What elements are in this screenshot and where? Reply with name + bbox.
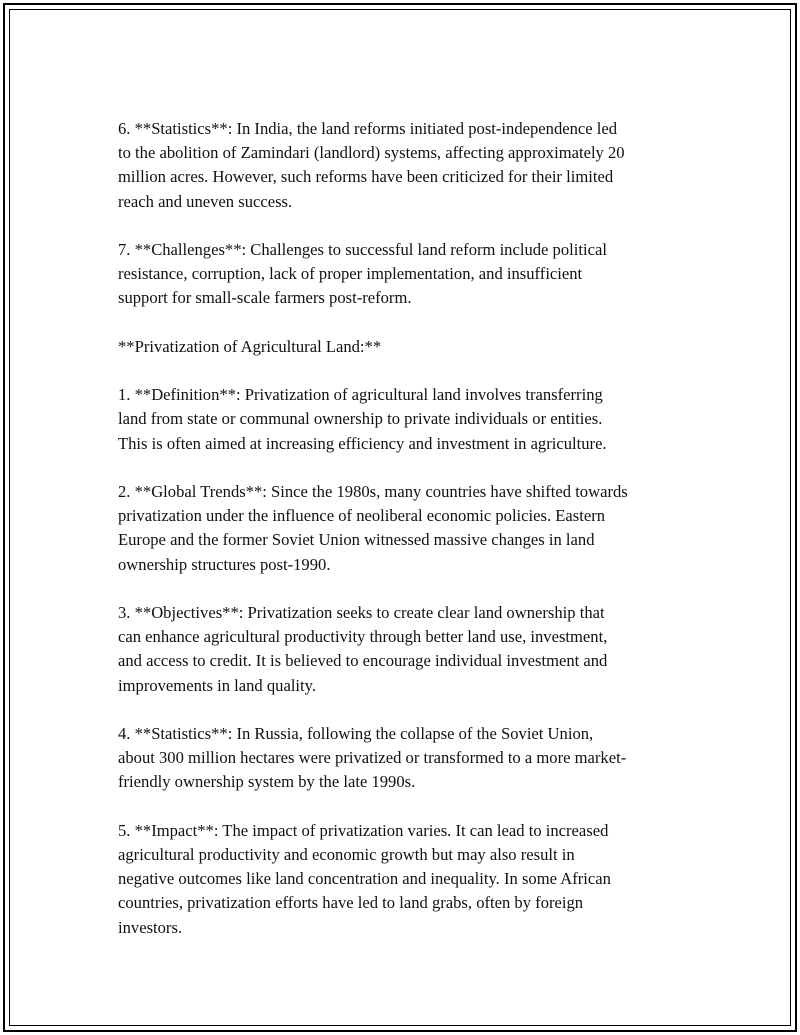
paragraph-global-trends: 2. **Global Trends**: Since the 1980s, many countries have shifted towards privatization under the influence of neoliberal economic policies. Eastern Europe and the former Soviet Union witnessed massive changes in land ownership structures post-1990. [118, 481, 628, 574]
section-heading-privatization: **Privatization of Agricultural Land:** [118, 336, 382, 356]
paragraph-impact: 5. **Impact**: The impact of privatization varies. It can lead to increased agricultural productivity and economic growth but may also result in negative outcomes like land concentration and inequality. In some African countries, privatization efforts have led to land grabs, often by foreign investors. [118, 820, 611, 937]
paragraph-challenges: 7. **Challenges**: Challenges to successful land reform include political resistance, corruption, lack of proper implementation, and insufficient support for small-scale farmers post-reform. [118, 240, 607, 308]
document-body [118, 117, 698, 940]
paragraph-statistics-russia: 4. **Statistics**: In Russia, following the collapse of the Soviet Union, about 300 million hectares were privatized or transformed to a more market- friendly ownership system by the late 1990s. [118, 723, 627, 792]
paragraph-definition: 1. **Definition**: Privatization of agricultural land involves transferring land from state or communal ownership to private individuals or entities. This is often aimed at increasing efficiency and investment in agriculture. [118, 385, 607, 453]
paragraph-objectives: 3. **Objectives**: Privatization seeks to create clear land ownership that can enhance agricultural productivity through better land use, investment, and access to credit. It is believed to encourage individual investment and improvements in land quality. [118, 602, 608, 695]
paragraph-statistics-india: 6. **Statistics**: In India, the land reforms initiated post-independence led to the abolition of Zamindari (landlord) systems, affecting approximately 20 million acres. However, such reforms have been criticized for their limited reach and uneven success. [118, 119, 625, 211]
